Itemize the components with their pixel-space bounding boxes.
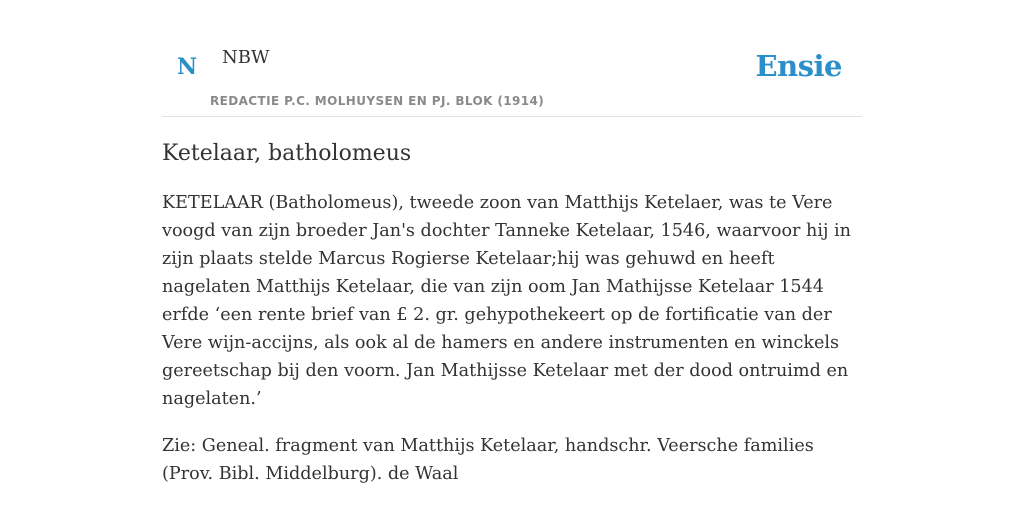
- article-references: Zie: Geneal. fragment van Matthijs Ketelaar, handschr. Veersche families (Prov. Bibl. Middelburg). de Waal: [162, 435, 814, 484]
- article: [162, 116, 862, 488]
- source-name[interactable]: NBW: [222, 47, 270, 68]
- header: [162, 0, 862, 117]
- brand-logo[interactable]: Ensie: [755, 49, 842, 83]
- article-title: Ketelaar, batholomeus: [162, 141, 412, 166]
- source-logo[interactable]: N: [177, 54, 198, 80]
- article-body: KETELAAR (Batholomeus), tweede zoon van Matthijs Ketelaer, was te Vere voogd van zijn broeder Jan's dochter Tanneke Ketelaar, 1546, waarvoor hij in zijn plaats stelde Marcus Rogierse Ketelaar;hij was gehuwd en heeft nagelaten Matthijs Ketelaar, die van zijn oom Jan Mathijsse Ketelaar 1544 erfde ‘een rente brief van £ 2. gr. gehypothekeert op de fortificatie van der Vere wijn-accijns, als ook al de hamers en andere instrumenten en winckels gereetschap bij den voorn. Jan Mathijsse Ketelaar met der dood ontruimd en nagelaten.’: [162, 192, 852, 409]
- source-editors: REDACTIE P.C. MOLHUYSEN EN PJ. BLOK (1914): [210, 94, 545, 108]
